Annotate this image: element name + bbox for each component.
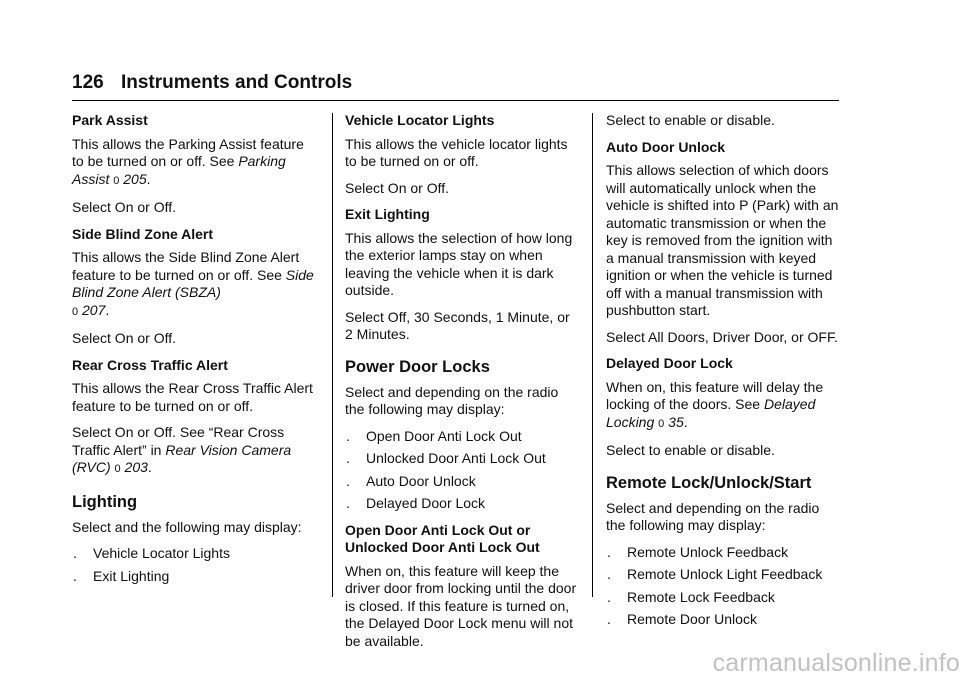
ref-page: 203 xyxy=(124,459,148,475)
pdl-heading: Power Door Locks xyxy=(345,357,490,376)
pdl-intro: Select and depending on the radio the following may display: xyxy=(345,383,559,417)
list-item-label: Remote Door Unlock xyxy=(627,611,757,627)
rcta-desc: This allows the Rear Cross Traffic Alert feature to be turned on or off. xyxy=(72,380,313,414)
list-item-label: Auto Door Unlock xyxy=(366,472,476,489)
park-assist-heading: Park Assist xyxy=(72,112,148,128)
column-3 xyxy=(606,112,842,638)
lighting-intro: Select and the following may display: xyxy=(72,518,302,535)
sbza-text: This allows the Side Blind Zone Alert feature to be turned on or off. See xyxy=(72,249,300,283)
ref-text: Delayed Locking xyxy=(606,396,816,430)
header-divider xyxy=(72,100,839,101)
rlus-intro: Select and depending on the radio the following may display: xyxy=(606,499,820,533)
list-item-label: Remote Unlock Light Feedback xyxy=(627,566,823,582)
park-assist-option: Select On or Off. xyxy=(72,199,177,215)
rcta-option: Select On or Off. See “Rear Cross Traffic Alert” in Rear Vision Camera (RVC) 0 203. xyxy=(72,424,292,475)
odal-heading: Open Door Anti Lock Out or Unlocked Door Anti Lock Out xyxy=(345,521,540,555)
column-divider-2 xyxy=(592,113,593,597)
adu-heading: Auto Door Unlock xyxy=(606,138,725,155)
vll-desc: This allows the vehicle locator lights to be turned on or off. xyxy=(345,135,568,169)
page-header xyxy=(72,72,352,94)
ref-text: Side Blind Zone Alert (SBZA) xyxy=(72,266,314,300)
exit-heading: Exit Lighting xyxy=(345,206,430,222)
list-item-label: Exit Lighting xyxy=(93,567,170,584)
ref-text: Rear Vision Camera (RVC) xyxy=(72,441,292,475)
rlus-heading: Remote Lock/Unlock/Start xyxy=(606,473,812,492)
page-ref-icon: 0 xyxy=(658,417,665,430)
watermark: carmanualsonline.info xyxy=(712,649,960,677)
adu-desc: This allows selection of which doors will automatically unlock when the vehicle is shifted into P (Park) with an automatic transmission or when the key is removed from the ignition with a manual transmission with keyed ignition or when the vehicle is turned off with a manual transmission with pushbutton start. xyxy=(606,162,839,318)
adu-option: Select All Doors, Driver Door, or OFF. xyxy=(606,328,838,345)
bullet-icon: . xyxy=(607,566,611,582)
pdl-list xyxy=(345,428,581,513)
vll-heading: Vehicle Locator Lights xyxy=(345,112,495,128)
ref-page: 207 xyxy=(82,301,106,318)
list-item xyxy=(345,450,581,468)
list-item xyxy=(345,495,581,513)
section-title: Instruments and Controls xyxy=(120,72,353,93)
bullet-icon: . xyxy=(346,495,350,511)
list-item-label: Remote Lock Feedback xyxy=(627,588,775,605)
ddl-text: When on, this feature will delay the locking of the doors. See xyxy=(606,378,824,412)
column-divider-1 xyxy=(332,113,333,597)
list-item-label: Delayed Door Lock xyxy=(366,495,486,511)
ref-text: Parking Assist xyxy=(72,153,286,187)
sbza-desc: This allows the Side Blind Zone Alert feature to be turned on or off. See Side Blind Zone Alert (SBZA) 0 207. xyxy=(72,249,314,318)
bullet-icon: . xyxy=(346,450,350,466)
odal-desc: When on, this feature will keep the driver door from locking until the door is closed. If this feature is turned on, the Delayed Door Lock menu will not be available. xyxy=(345,562,577,649)
bullet-icon: . xyxy=(346,427,350,444)
list-item xyxy=(606,566,842,584)
bullet-icon: . xyxy=(607,543,611,560)
exit-option: Select Off, 30 Seconds, 1 Minute, or 2 Minutes. xyxy=(345,308,570,342)
ref-page: 205 xyxy=(123,170,147,187)
bullet-icon: . xyxy=(607,611,611,627)
rlus-list xyxy=(606,544,842,629)
page-ref-icon: 0 xyxy=(72,305,79,318)
sbza-option: Select On or Off. xyxy=(72,330,177,346)
list-item xyxy=(345,473,581,491)
rcta-heading: Rear Cross Traffic Alert xyxy=(72,356,228,373)
page-ref-icon: 0 xyxy=(114,463,121,475)
vll-option: Select On or Off. xyxy=(345,179,450,196)
bullet-icon: . xyxy=(346,472,350,489)
park-assist-desc: This allows the Parking Assist feature to be turned on or off. See Parking Assist 0 205. xyxy=(72,135,304,187)
ddl-heading: Delayed Door Lock xyxy=(606,355,733,371)
ddl-desc: When on, this feature will delay the locking of the doors. See Delayed Locking 0 35. xyxy=(606,378,824,430)
ddl-option: Select to enable or disable. xyxy=(606,442,775,458)
column-1 xyxy=(72,112,317,594)
lighting-heading: Lighting xyxy=(72,492,138,511)
bullet-icon: . xyxy=(73,545,77,561)
park-assist-text: This allows the Parking Assist feature to be turned on or off. See xyxy=(72,135,304,169)
bullet-icon: . xyxy=(73,567,77,584)
list-item xyxy=(606,589,842,607)
list-item-label: Vehicle Locator Lights xyxy=(93,545,230,561)
rcta-option-text: Select On or Off. See “Rear Cross Traffic Alert” in xyxy=(72,424,285,458)
list-item xyxy=(606,611,842,629)
sbza-heading: Side Blind Zone Alert xyxy=(72,225,214,242)
bullet-icon: . xyxy=(607,588,611,605)
list-item xyxy=(72,568,317,586)
page-number: 126 xyxy=(72,72,104,93)
list-item-label: Open Door Anti Lock Out xyxy=(366,427,522,444)
page-ref-icon: 0 xyxy=(113,174,120,187)
list-item xyxy=(72,545,317,563)
odal-option: Select to enable or disable. xyxy=(606,112,775,128)
lighting-list xyxy=(72,545,317,585)
exit-desc: This allows the selection of how long the exterior lamps stay on when leaving the vehicle when it is dark outside. xyxy=(345,229,573,298)
ref-page: 35 xyxy=(668,413,684,430)
column-2 xyxy=(345,112,581,659)
list-item-label: Remote Unlock Feedback xyxy=(627,543,789,560)
list-item xyxy=(606,544,842,562)
list-item xyxy=(345,428,581,446)
list-item-label: Unlocked Door Anti Lock Out xyxy=(366,450,546,466)
